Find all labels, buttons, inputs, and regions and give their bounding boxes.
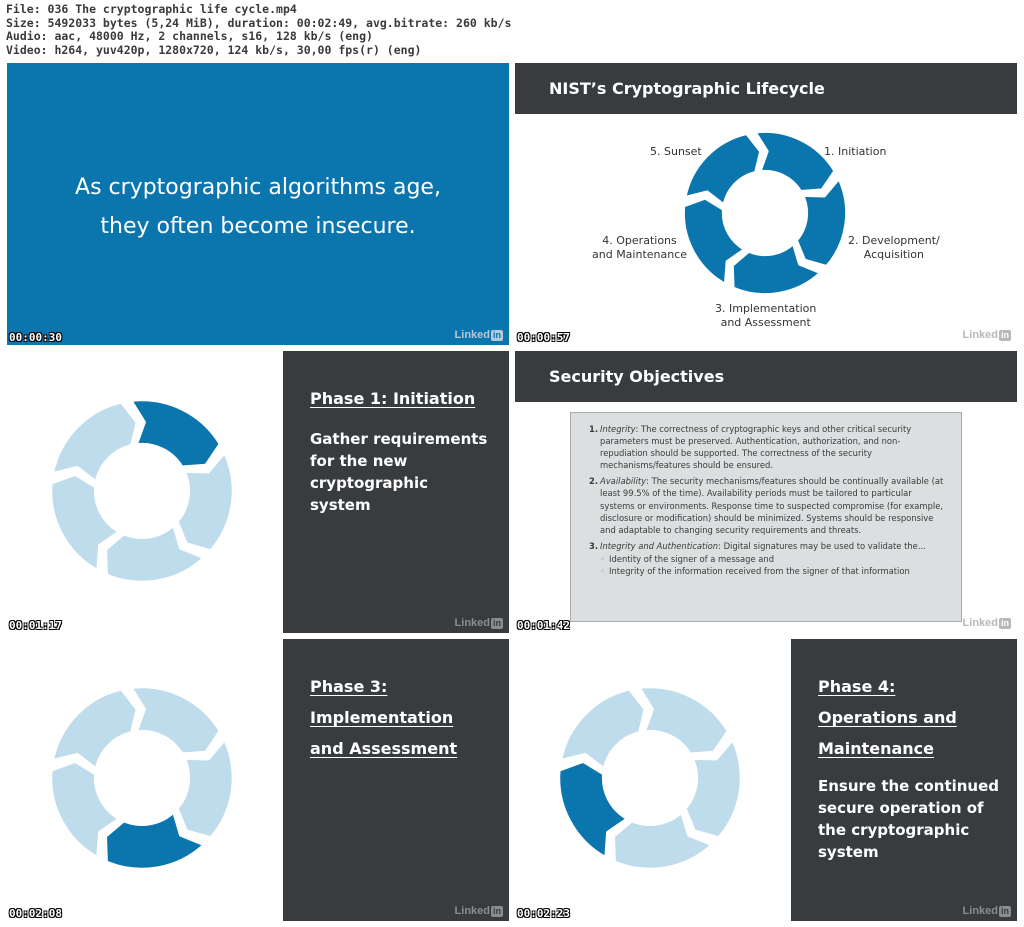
lifecycle-diagram bbox=[47, 396, 237, 586]
file-size-line: Size: 5492033 bytes (5,24 MiB), duration: 00:02:49, avg.bitrate: 260 kb/s bbox=[6, 15, 512, 30]
phase-panel bbox=[791, 639, 1017, 921]
linkedin-logo: Linked in bbox=[454, 905, 501, 917]
thumbnail-frame-5[interactable] bbox=[7, 639, 509, 921]
video-info-line: Video: h264, yuv420p, 1280x720, 124 kb/s, 30,00 fps(r) (eng) bbox=[6, 42, 422, 57]
intro-line-1: As cryptographic algorithms age, bbox=[75, 175, 441, 200]
phase-panel bbox=[283, 639, 509, 921]
phase-description: Gather requirements for the new cryptographic system bbox=[310, 430, 488, 514]
objectives-box bbox=[570, 412, 962, 622]
thumbnail-frame-1[interactable] bbox=[7, 63, 509, 345]
file-name-line: File: 036 The cryptographic life cycle.mp4 bbox=[6, 2, 297, 16]
label-sunset: 5. Sunset bbox=[650, 145, 702, 158]
thumbnail-frame-4[interactable] bbox=[515, 351, 1017, 633]
thumbnail-frame-6[interactable] bbox=[515, 639, 1017, 921]
frame-timestamp: 00:02:08 bbox=[9, 907, 62, 920]
objective-subitem: ◦ Integrity of the information received from the signer of that information bbox=[600, 566, 910, 577]
intro-line-2: they often become insecure. bbox=[100, 214, 416, 239]
frame-timestamp: 00:00:57 bbox=[517, 331, 570, 344]
audio-info-line: Audio: aac, 48000 Hz, 2 channels, s16, 128 kb/s (eng) bbox=[6, 29, 373, 43]
frame-timestamp: 00:01:42 bbox=[517, 619, 570, 632]
phase-title: Phase 4: Operations and Maintenance bbox=[818, 677, 957, 758]
lifecycle-diagram bbox=[47, 683, 237, 873]
cycle-segment-initiation bbox=[131, 687, 220, 754]
linkedin-logo: Linked in bbox=[962, 329, 1009, 341]
objective-item: 1. Integrity: The correctness of cryptographic keys and other critical security parameters must be preserved. Authentication, authorization, and non-repudiation should be supported. The correctness of the security mechanisms/features should be ensured. bbox=[589, 424, 912, 471]
thumbnail-frame-3[interactable] bbox=[7, 351, 509, 633]
thumbnail-frame-2[interactable] bbox=[515, 63, 1017, 345]
phase-title: Phase 1: Initiation bbox=[310, 389, 476, 408]
cycle-segment-initiation bbox=[131, 400, 220, 467]
objectives-list bbox=[589, 423, 947, 577]
linkedin-logo: Linked in bbox=[962, 617, 1009, 629]
phase-description: Ensure the continued secure operation of the cryptographic system bbox=[818, 777, 1000, 861]
title-bar bbox=[515, 351, 1017, 402]
frame-timestamp: 00:00:30 bbox=[9, 331, 62, 344]
phase-panel bbox=[283, 351, 509, 633]
linkedin-logo: Linked in bbox=[454, 329, 501, 341]
objective-item: 3. Integrity and Authentication: Digital signatures may be used to validate the... bbox=[589, 540, 926, 551]
objective-item: 2. Availability: The security mechanisms/features should be continually available (at least 99.5% of the time). Availability periods must be tailored to particular systems or environments. Response time to suspected compromise (for example, disclosure or modification) should be minimized. Systems should be responsive and adaptable to changing security requirements and threats. bbox=[589, 476, 944, 535]
phase-title: Phase 3: Implementation and Assessment bbox=[310, 677, 458, 758]
objective-subitem: ◦ Identity of the signer of a message and bbox=[600, 553, 775, 564]
linkedin-logo: Linked in bbox=[962, 905, 1009, 917]
cycle-segment-sunset bbox=[53, 402, 138, 482]
slide-title: Security Objectives bbox=[549, 367, 725, 386]
slide-title: NIST’s Cryptographic Lifecycle bbox=[549, 79, 825, 98]
frame-timestamp: 00:02:23 bbox=[517, 907, 570, 920]
title-bar bbox=[515, 63, 1017, 114]
label-operations: 4. Operations and Maintenance bbox=[592, 234, 688, 261]
cycle-segment-initiation bbox=[755, 131, 835, 191]
label-implementation: 3. Implementation and Assessment bbox=[715, 302, 817, 329]
cycle-segment-initiation bbox=[639, 687, 728, 754]
cycle-segment-sunset bbox=[561, 689, 646, 769]
linkedin-logo: Linked in bbox=[454, 617, 501, 629]
frame-timestamp: 00:01:17 bbox=[9, 619, 62, 632]
label-initiation: 1. Initiation bbox=[824, 145, 887, 158]
file-info-header bbox=[6, 3, 511, 57]
label-development: 2. Development/ Acquisition bbox=[848, 234, 940, 261]
lifecycle-diagram bbox=[555, 683, 745, 873]
intro-caption bbox=[7, 168, 509, 246]
cycle-segment-sunset bbox=[53, 689, 138, 769]
